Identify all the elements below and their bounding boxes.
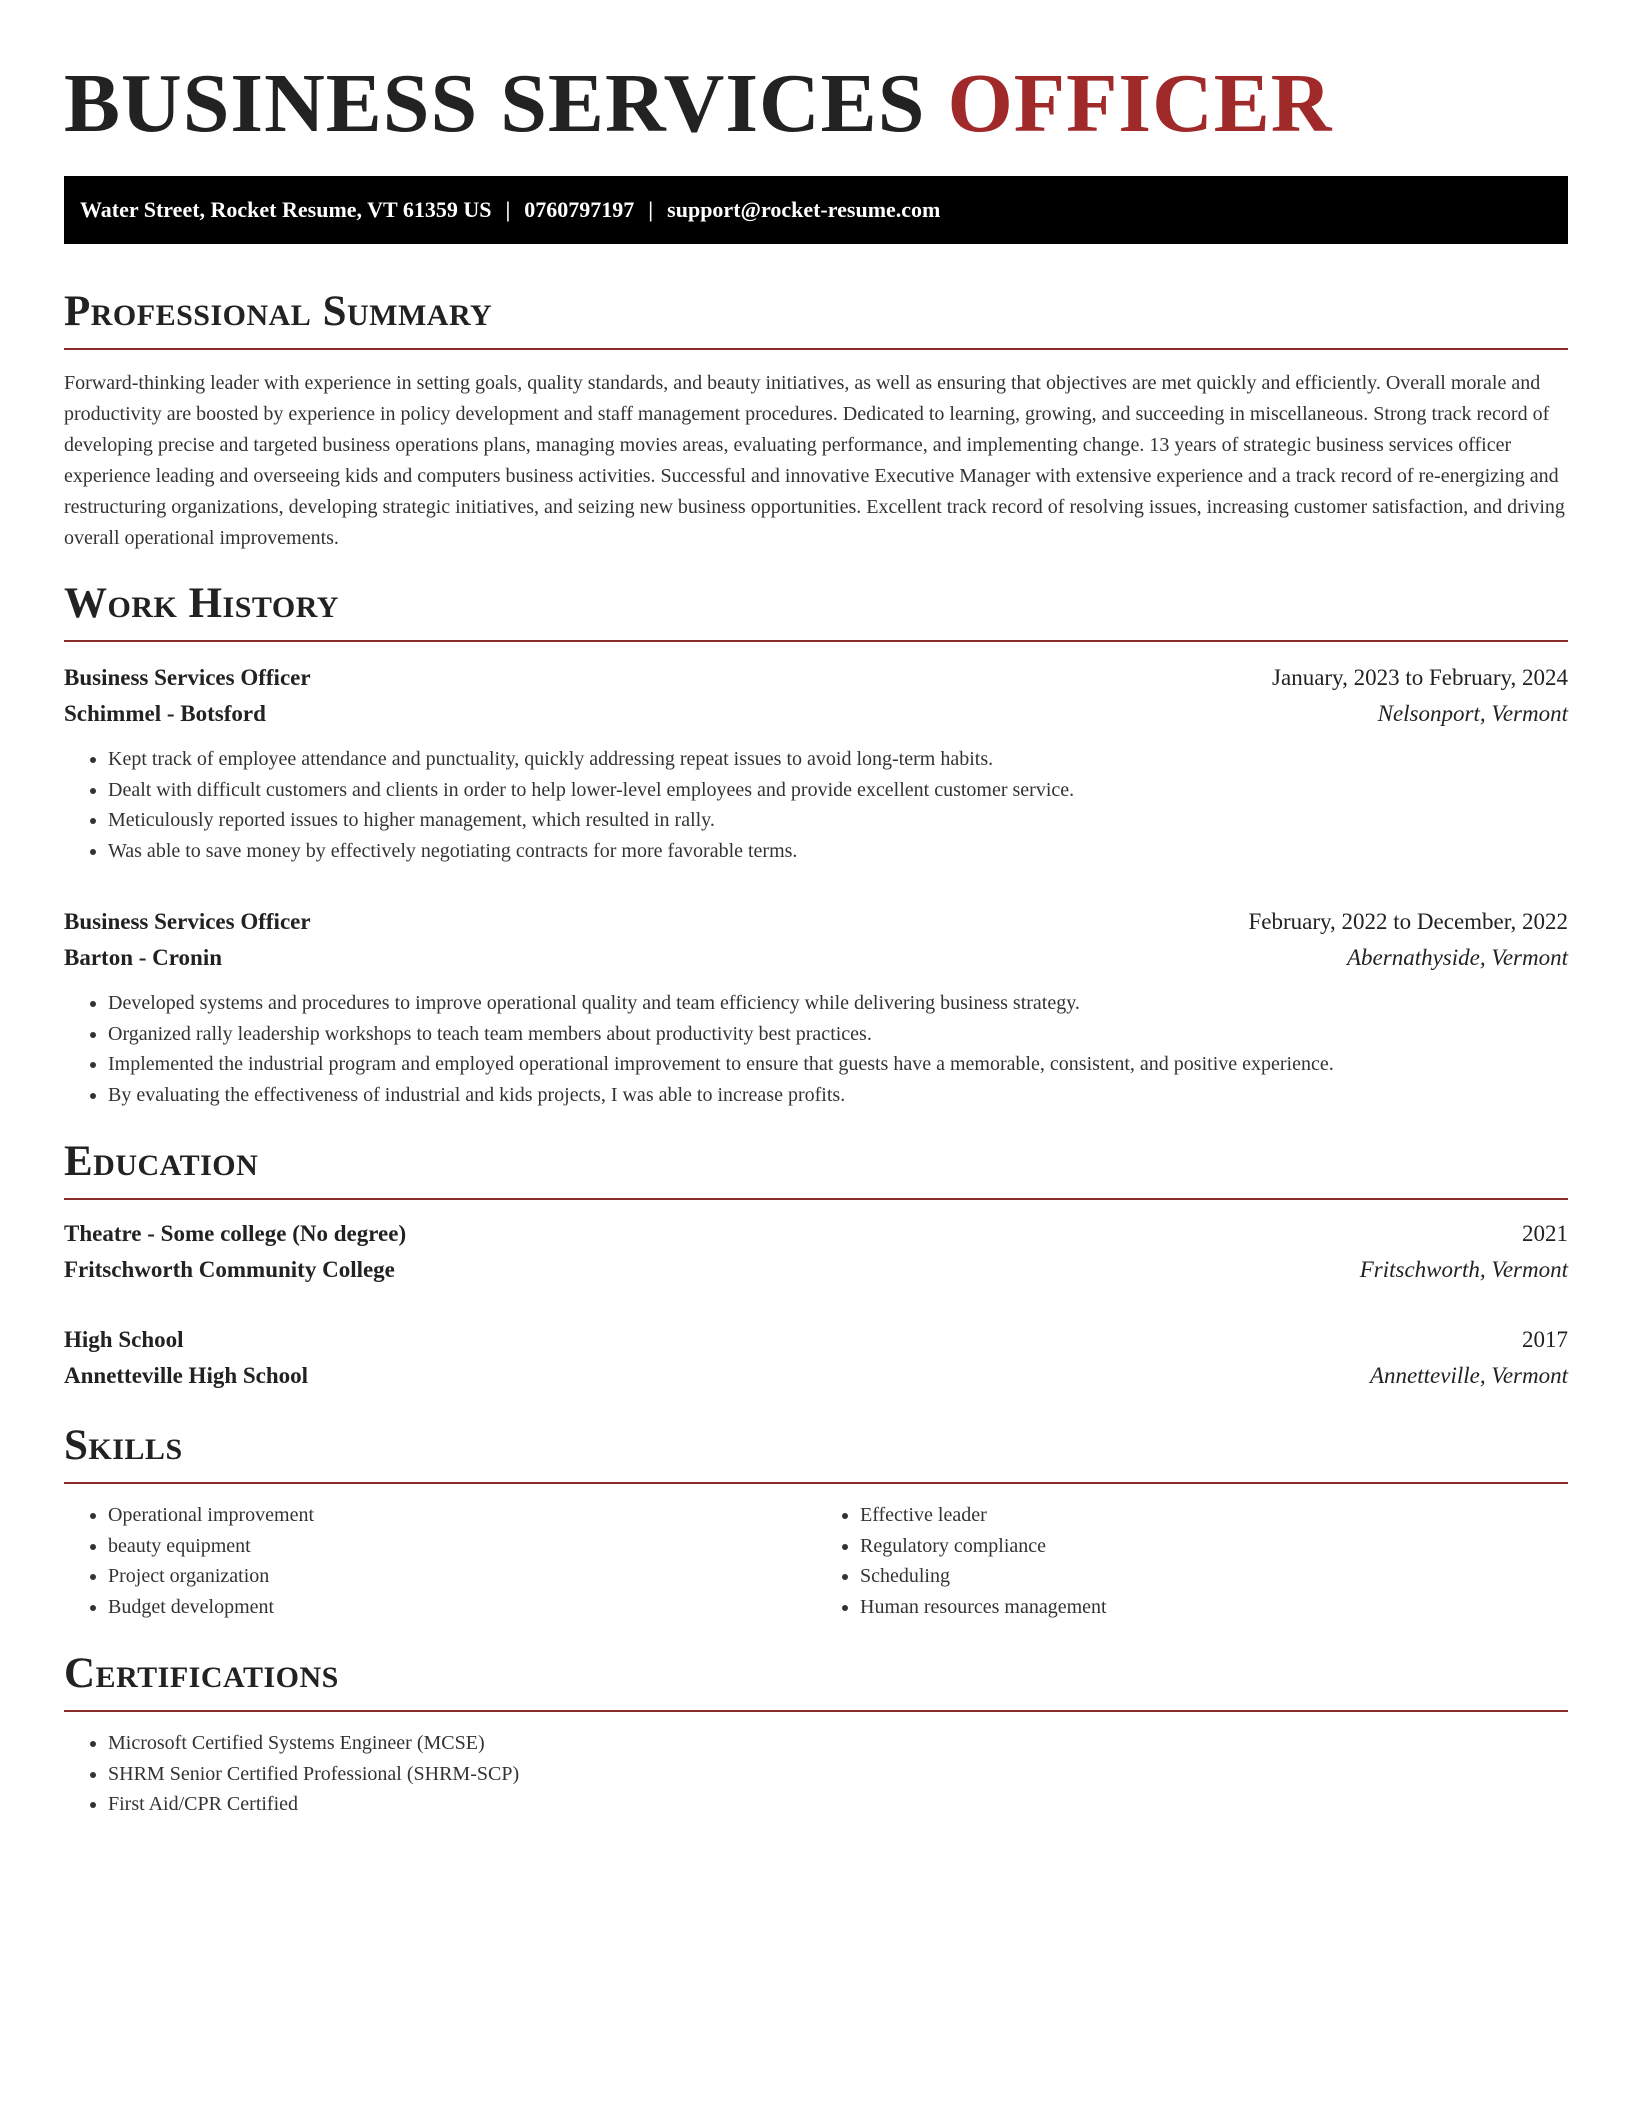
certifications-section <box>64 1650 1568 1820</box>
certification-item: • Microsoft Certified Systems Engineer (MCSE) <box>108 1728 1568 1759</box>
name-accent: OFFICER <box>947 57 1333 150</box>
certification-item: • SHRM Senior Certified Professional (SHRM-SCP) <box>108 1759 1568 1790</box>
job-dates: January, 2023 to February, 2024 <box>1272 665 1568 690</box>
job-company-row <box>64 940 1568 976</box>
work-heading: Work History <box>64 580 1568 642</box>
job-role: Business Services Officer <box>64 909 311 934</box>
job-role: Business Services Officer <box>64 665 311 690</box>
education-school-row <box>64 1252 1568 1288</box>
contact-phone: 0760797197 <box>524 197 635 222</box>
contact-address: Water Street, Rocket Resume, VT 61359 US <box>80 197 492 222</box>
job-bullets <box>64 988 1568 1110</box>
job-bullet: • By evaluating the effectiveness of industrial and kids projects, I was able to increase profits. <box>108 1080 1568 1111</box>
job-location: Nelsonport, Vermont <box>1377 701 1568 726</box>
contact-email: support@rocket-resume.com <box>667 197 941 222</box>
education-school-row <box>64 1358 1568 1394</box>
skills-section <box>64 1422 1568 1622</box>
job-bullet: • Meticulously reported issues to higher management, which resulted in rally. <box>108 805 1568 836</box>
education-year: 2021 <box>1522 1221 1568 1246</box>
summary-section <box>64 288 1568 554</box>
summary-text: Forward-thinking leader with experience in setting goals, quality standards, and beauty initiatives, as well as ensuring that objectives are met quickly and efficiently. Overall morale and productivity are boosted by experience in policy development and staff management procedures. Dedicated to learning, growing, and succeeding in miscellaneous. Strong track record of developing precise and targeted business operations plans, managing movies areas, evaluating performance, and implementing change. 13 years of strategic business services officer experience leading and overseeing kids and computers business activities. Successful and innovative Executive Manager with extensive experience and a track record of re-energizing and restructuring organizations, developing strategic initiatives, and seizing new business opportunities. Excellent track record of resolving issues, increasing customer satisfaction, and driving overall operational improvements. <box>64 372 1565 549</box>
education-degree-row <box>64 1322 1568 1358</box>
skill-item: • Regulatory compliance <box>860 1531 1568 1562</box>
certifications-heading: Certifications <box>64 1650 1568 1712</box>
education-location: Fritschworth, Vermont <box>1359 1257 1568 1282</box>
education-entry <box>64 1322 1568 1394</box>
skills-list-right <box>816 1500 1568 1622</box>
name-main: BUSINESS SERVICES <box>64 57 926 150</box>
skills-columns <box>64 1500 1568 1622</box>
job-location: Abernathyside, Vermont <box>1346 945 1568 970</box>
summary-heading: Professional Summary <box>64 288 1568 350</box>
work-section <box>64 580 1568 1110</box>
job-bullet: • Kept track of employee attendance and punctuality, quickly addressing repeat issues to avoid long-term habits. <box>108 744 1568 775</box>
education-school: Fritschworth Community College <box>64 1257 395 1282</box>
job-entry <box>64 904 1568 1110</box>
job-bullet: • Was able to save money by effectively negotiating contracts for more favorable terms. <box>108 836 1568 867</box>
skill-item: • beauty equipment <box>108 1531 816 1562</box>
job-bullet: • Organized rally leadership workshops to teach team members about productivity best practices. <box>108 1019 1568 1050</box>
job-bullet: • Implemented the industrial program and employed operational improvement to ensure that guests have a memorable, consistent, and positive experience. <box>108 1049 1568 1080</box>
education-location: Annetteville, Vermont <box>1370 1363 1568 1388</box>
job-dates: February, 2022 to December, 2022 <box>1248 909 1568 934</box>
job-bullet: • Developed systems and procedures to improve operational quality and team efficiency while delivering business strategy. <box>108 988 1568 1019</box>
job-bullet: • Dealt with difficult customers and clients in order to help lower-level employees and provide excellent customer service. <box>108 775 1568 806</box>
skills-list-left <box>64 1500 816 1622</box>
job-company-row <box>64 696 1568 732</box>
job-header-row <box>64 660 1568 696</box>
job-entry <box>64 660 1568 866</box>
resume-name <box>64 58 1568 150</box>
certification-item: • First Aid/CPR Certified <box>108 1789 1568 1820</box>
skill-item: • Budget development <box>108 1592 816 1623</box>
contact-bar <box>64 176 1568 244</box>
job-bullets <box>64 744 1568 866</box>
education-heading: Education <box>64 1138 1568 1200</box>
skill-item: • Effective leader <box>860 1500 1568 1531</box>
education-year: 2017 <box>1522 1327 1568 1352</box>
skill-item: • Operational improvement <box>108 1500 816 1531</box>
education-school: Annetteville High School <box>64 1363 309 1388</box>
job-header-row <box>64 904 1568 940</box>
resume-page <box>64 0 1568 1820</box>
education-degree: Theatre - Some college (No degree) <box>64 1221 407 1246</box>
education-degree: High School <box>64 1327 184 1352</box>
certifications-list <box>64 1728 1568 1820</box>
contact-separator: | <box>648 197 654 222</box>
job-company: Schimmel - Botsford <box>64 701 266 726</box>
skill-item: • Scheduling <box>860 1561 1568 1592</box>
education-degree-row <box>64 1216 1568 1252</box>
skill-item: • Human resources management <box>860 1592 1568 1623</box>
education-section <box>64 1138 1568 1394</box>
skills-heading: Skills <box>64 1422 1568 1484</box>
skill-item: • Project organization <box>108 1561 816 1592</box>
job-company: Barton - Cronin <box>64 945 223 970</box>
contact-separator: | <box>505 197 511 222</box>
education-entry <box>64 1216 1568 1288</box>
